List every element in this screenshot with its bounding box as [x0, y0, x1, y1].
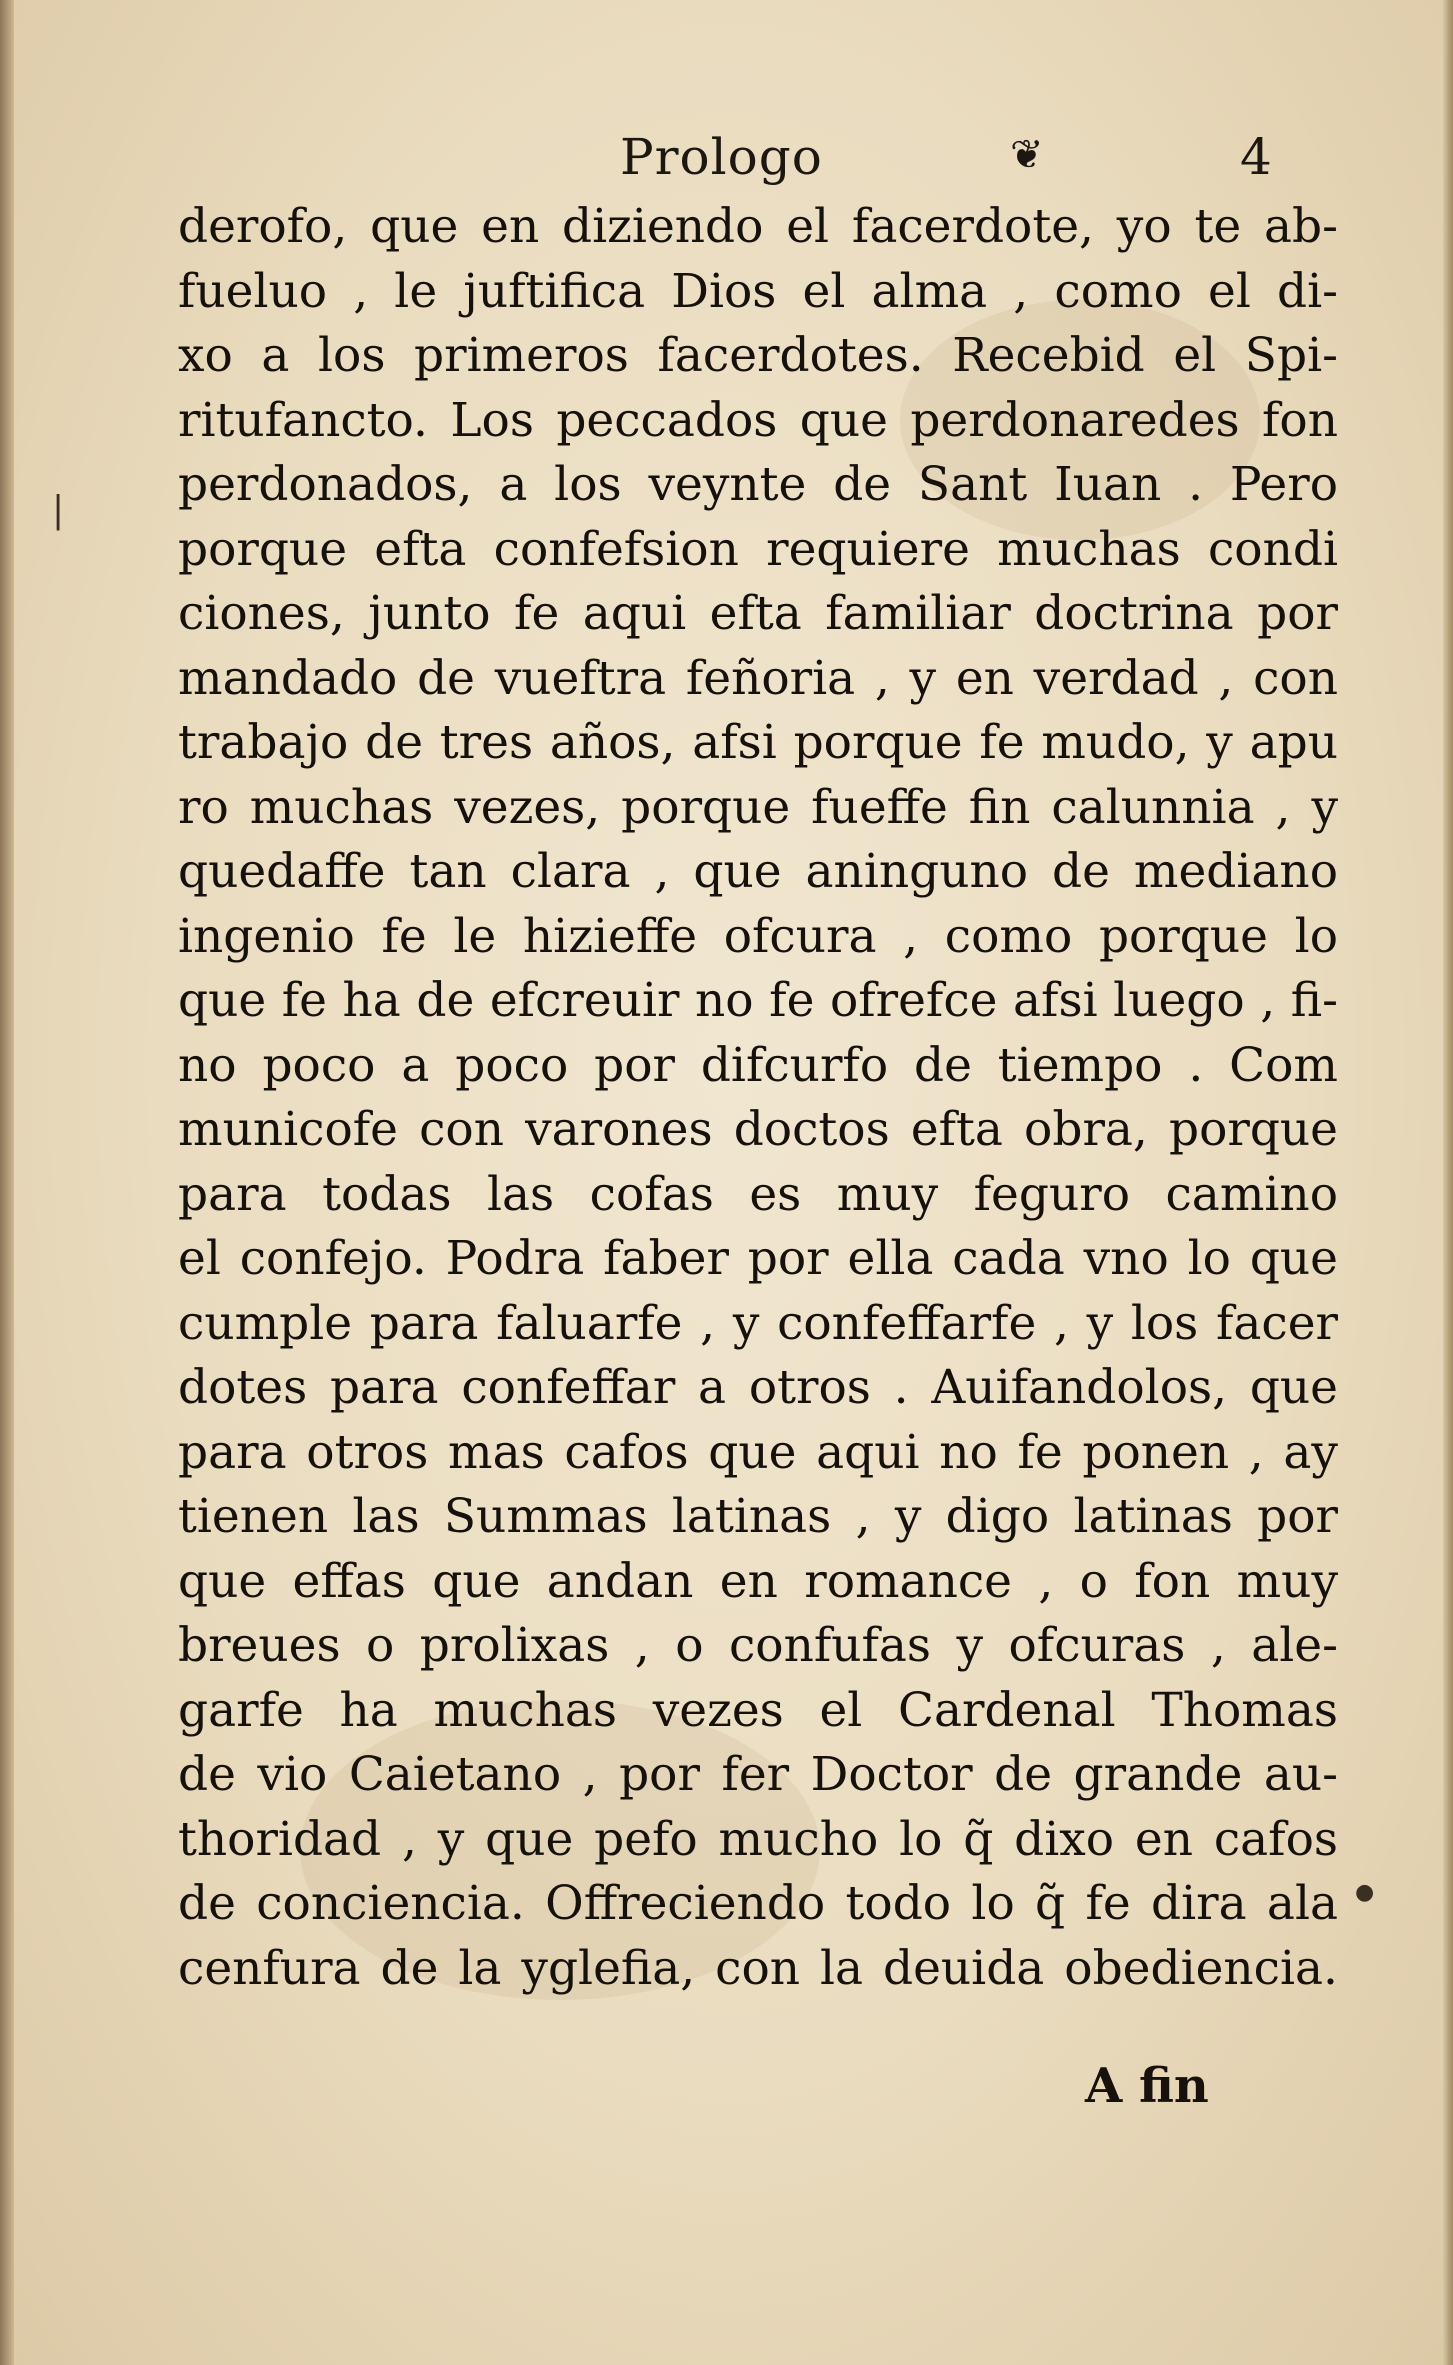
page-header — [180, 128, 1330, 198]
text-line: de conciencia. Offreciendo todo lo q̃ fe dira ala — [178, 1876, 1338, 1931]
text-line: ciones, junto fe aqui efta familiar doctrina por — [178, 586, 1338, 641]
text-line: ritufancto. Los peccados que perdonaredes fon — [178, 392, 1338, 448]
text-line: no poco a poco por difcurfo de tiempo . Com — [178, 1037, 1338, 1093]
catchword: A fin — [1085, 2058, 1209, 2114]
text-line: xo a los primeros facerdotes. Recebid el Spi- — [178, 328, 1338, 383]
fleuron-ornament-icon: ❦ — [1010, 132, 1044, 178]
text-line: trabajo de tres años, afsi porque fe mudo, y apu — [178, 715, 1338, 770]
text-line: ro muchas vezes, porque fueffe fin calunnia , y — [178, 779, 1338, 835]
text-line: que effas que andan en romance , o fon muy — [178, 1553, 1338, 1609]
text-line: mandado de vueftra feñoria , y en verdad , con — [178, 650, 1338, 706]
running-head: Prologo — [620, 128, 823, 186]
text-line: breues o prolixas , o confufas y ofcuras , ale- — [178, 1618, 1338, 1673]
text-line: que fe ha de efcreuir no fe ofrefce afsi luego , fi- — [178, 973, 1338, 1028]
text-line: para otros mas cafos que aqui no fe ponen , ay — [178, 1424, 1338, 1480]
text-line: porque efta confefsion requiere muchas condi — [178, 521, 1338, 577]
text-line: de vio Caietano , por fer Doctor de grande au- — [178, 1747, 1338, 1802]
margin-mark: ● — [1355, 1880, 1375, 1905]
text-line: ingenio fe le hizieffe ofcura , como porque lo — [178, 908, 1338, 964]
text-line: perdonados, a los veynte de Sant Iuan . Pero — [178, 457, 1338, 512]
text-line: dotes para confeffar a otros . Auifandolos, que — [178, 1360, 1338, 1415]
margin-mark: | — [52, 490, 65, 531]
page-number: 4 — [1240, 128, 1272, 186]
body-text — [178, 195, 1338, 2001]
page-right-edge — [1443, 0, 1453, 2365]
text-line: fueluo , le juftifica Dios el alma , como el di- — [178, 263, 1338, 319]
text-line: municofe con varones doctos efta obra, porque — [178, 1102, 1338, 1157]
text-line: quedaffe tan clara , que aninguno de mediano — [178, 844, 1338, 899]
text-line: tienen las Summas latinas , y digo latinas por — [178, 1489, 1338, 1544]
text-line: cumple para faluarfe , y confeffarfe , y los facer — [178, 1295, 1338, 1351]
text-line: cenfura de la yglefia, con la deuida obediencia. — [178, 1940, 1338, 1996]
text-line: thoridad , y que pefo mucho lo q̃ dixo en cafos — [178, 1811, 1338, 1867]
text-line: garfe ha muchas vezes el Cardenal Thomas — [178, 1682, 1338, 1738]
text-line: para todas las cofas es muy feguro camino — [178, 1166, 1338, 1222]
page-left-edge — [0, 0, 14, 2365]
text-line: el confejo. Podra faber por ella cada vno lo que — [178, 1231, 1338, 1286]
text-line: derofo, que en diziendo el facerdote, yo te ab- — [178, 199, 1338, 254]
